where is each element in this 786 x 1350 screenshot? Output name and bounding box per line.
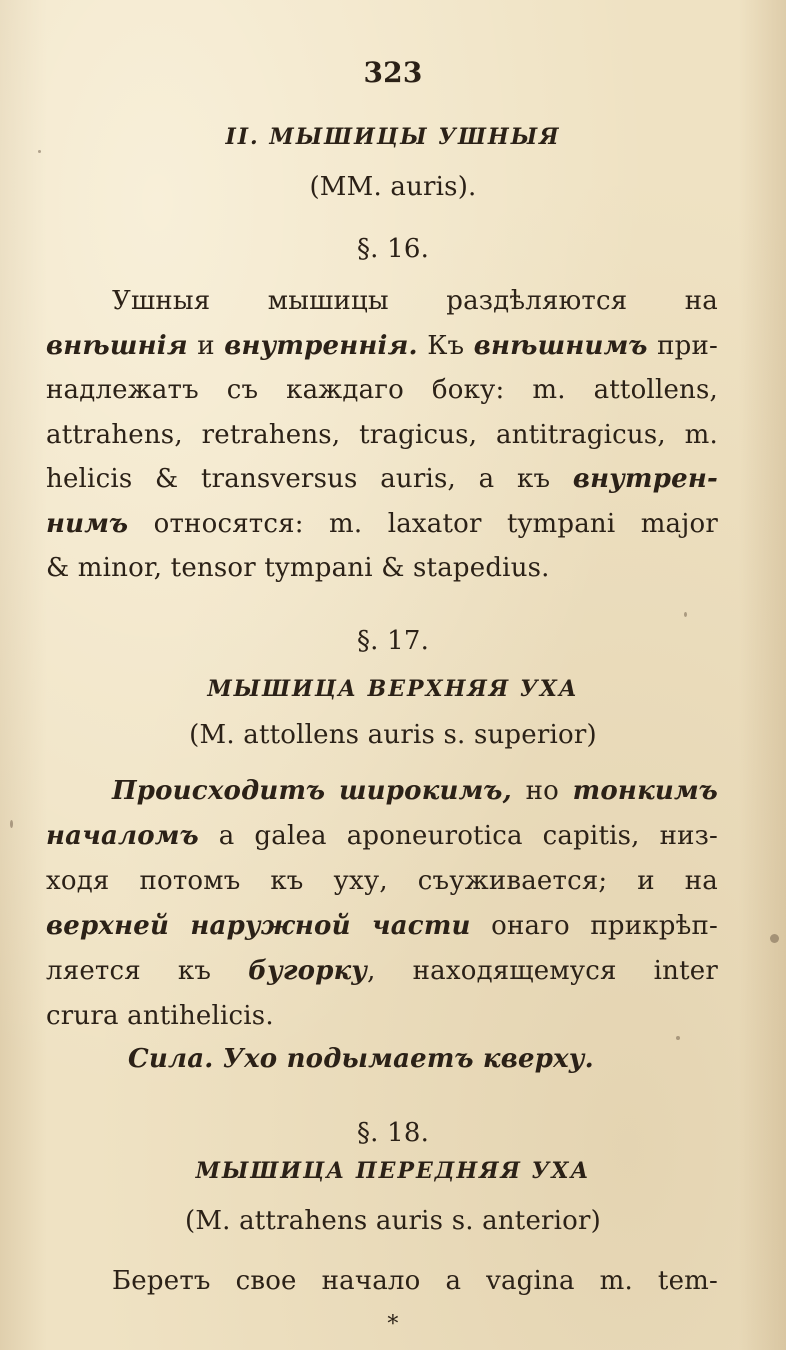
body-text: & minor, tensor tympani & stapedius. bbox=[46, 553, 550, 583]
ink-speck bbox=[10, 820, 13, 828]
emphasis-text: нимъ bbox=[46, 508, 129, 539]
body-text: онаго прикрѣп- bbox=[470, 911, 718, 941]
emphasis-text: началомъ bbox=[46, 821, 199, 851]
text-line bbox=[46, 331, 718, 361]
emphasis-text: внутреннія. bbox=[224, 330, 418, 361]
emphasis-text: внѣшнимъ bbox=[473, 330, 648, 361]
text-line bbox=[112, 286, 718, 316]
text-line bbox=[46, 509, 718, 539]
section-17-number: §. 17. bbox=[356, 626, 430, 656]
body-text: но bbox=[511, 776, 573, 806]
text-line bbox=[46, 553, 718, 583]
body-text: относятся: m. laxator tympani major bbox=[128, 508, 718, 539]
emphasis-text: верхней наружной части bbox=[46, 911, 471, 941]
section-18-number: §. 18. bbox=[356, 1118, 430, 1148]
text-line bbox=[46, 375, 718, 405]
section-17-latin: (M. attollens auris s. superior) bbox=[189, 720, 597, 750]
emphasis-text: широкимъ, bbox=[338, 776, 512, 806]
text-line bbox=[46, 911, 718, 941]
ink-speck bbox=[684, 612, 687, 617]
emphasis-text: внутрен- bbox=[572, 464, 718, 494]
emphasis-text: внѣшнія bbox=[46, 330, 188, 361]
catchword-mark: * bbox=[387, 1312, 399, 1337]
text-line bbox=[46, 821, 718, 851]
body-text bbox=[325, 776, 339, 806]
text-line bbox=[46, 956, 718, 986]
body-text: Къ bbox=[417, 330, 474, 361]
body-text: Ушныя мышицы раздѣляются на bbox=[112, 286, 718, 316]
body-text: ходя потомъ къ уху, съуживается; и на bbox=[46, 866, 718, 896]
ink-speck bbox=[676, 1036, 680, 1040]
body-text: helicis & transversus auris, а къ bbox=[46, 464, 573, 494]
text-line bbox=[112, 1266, 718, 1296]
page-number: 323 bbox=[363, 56, 423, 89]
body-text: crura antihelicis. bbox=[46, 1001, 274, 1031]
body-text: a galea aponeurotica capitis, низ- bbox=[198, 821, 718, 851]
body-text: Беретъ свое начало a vagina m. tem- bbox=[112, 1266, 718, 1296]
text-line bbox=[112, 776, 718, 806]
section-18-latin: (M. attrahens auris s. anterior) bbox=[184, 1206, 602, 1236]
body-text: , находящемуся inter bbox=[367, 956, 718, 986]
emphasis-text: тонкимъ bbox=[572, 776, 718, 806]
emphasis-text: Сила. Ухо подымаетъ кверху. bbox=[128, 1044, 594, 1074]
text-line bbox=[46, 420, 718, 450]
chapter-latin: (MM. auris). bbox=[309, 172, 477, 202]
body-text: ляется къ bbox=[46, 956, 249, 986]
ink-speck bbox=[38, 150, 41, 153]
chapter-title: II. МЫШИЦЫ УШНЫЯ bbox=[225, 124, 561, 150]
body-text: attrahens, retrahens, tragicus, antitragicus, m. bbox=[46, 419, 718, 450]
body-text: надлежатъ съ каждаго боку: m. attollens, bbox=[46, 375, 718, 405]
section-17-title: МЫШИЦА ВЕРХНЯЯ УХА bbox=[207, 676, 579, 702]
body-text: при- bbox=[647, 330, 718, 361]
ink-speck bbox=[770, 934, 779, 943]
text-line bbox=[46, 1001, 718, 1031]
section-18-title: МЫШИЦА ПЕРЕДНЯЯ УХА bbox=[195, 1158, 591, 1184]
body-text: и bbox=[187, 330, 225, 361]
section-16-number: §. 16. bbox=[356, 234, 430, 264]
section-17-force bbox=[128, 1044, 728, 1074]
text-line bbox=[46, 464, 718, 494]
text-line bbox=[46, 866, 718, 896]
emphasis-text: Происходитъ bbox=[112, 776, 326, 806]
emphasis-text: бугорку bbox=[248, 956, 368, 986]
